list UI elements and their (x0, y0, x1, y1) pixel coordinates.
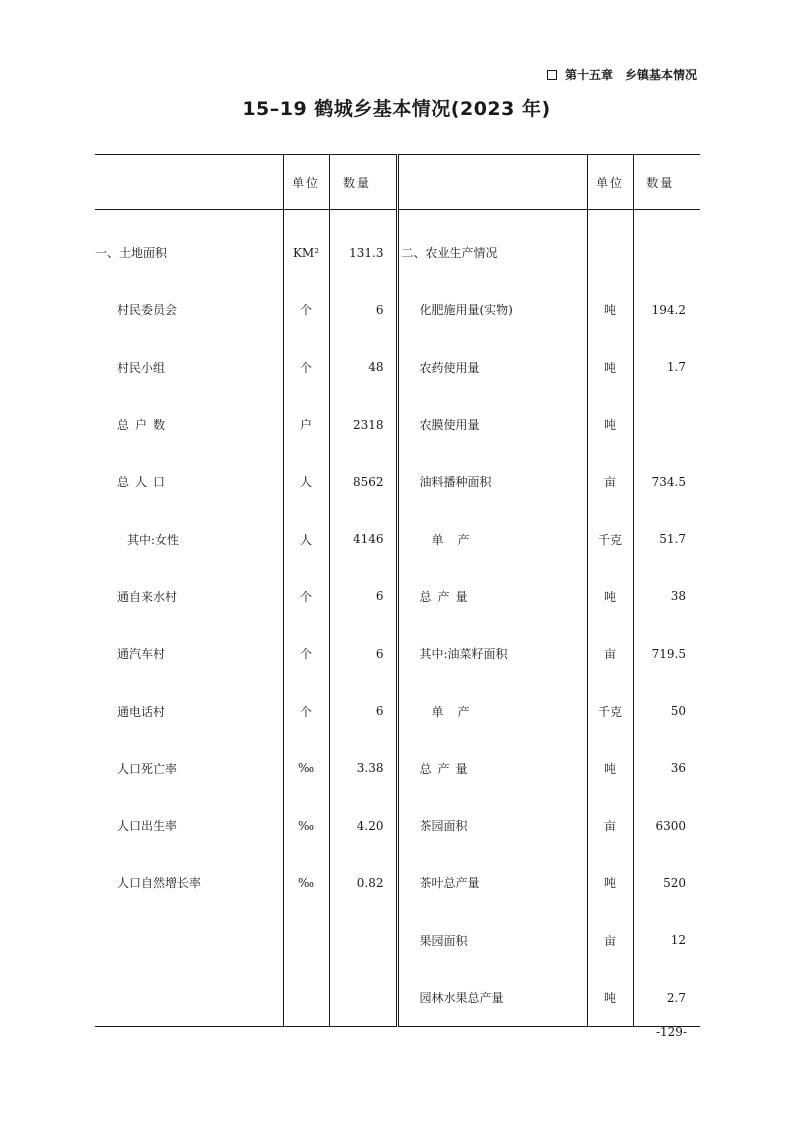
right-item-unit: 千克 (587, 510, 633, 567)
left-item-name (95, 969, 283, 1027)
right-item-unit: 吨 (587, 396, 633, 453)
left-item-unit (283, 969, 329, 1027)
right-item-value (633, 396, 700, 453)
right-item-value: 734.5 (633, 453, 700, 510)
right-item-unit: 吨 (587, 568, 633, 625)
right-item-value: 1.7 (633, 339, 700, 396)
right-item-unit: 亩 (587, 797, 633, 854)
left-item-name: 人口自然增长率 (117, 876, 202, 891)
right-item-name: 化肥施用量(实物) (397, 281, 587, 338)
table-row (95, 740, 700, 797)
left-item-value: 8562 (329, 453, 397, 510)
right-item-value: 194.2 (633, 281, 700, 338)
right-item-value: 2.7 (633, 969, 700, 1027)
left-item-name: 人口死亡率 (117, 761, 178, 776)
right-item-name: 茶叶总产量 (397, 854, 587, 911)
right-item-unit (587, 210, 633, 282)
table-row (95, 682, 700, 739)
right-item-name: 二、农业生产情况 (397, 210, 587, 282)
left-item-value: 4146 (329, 510, 397, 567)
table-row (95, 281, 700, 338)
left-item-unit: 个 (283, 625, 329, 682)
left-item-value: 6 (329, 281, 397, 338)
left-item-unit: 个 (283, 682, 329, 739)
left-item-unit: ‰ (283, 797, 329, 854)
square-icon (547, 70, 557, 80)
left-item-value: 6 (329, 682, 397, 739)
table-row (95, 568, 700, 625)
right-item-value: 36 (633, 740, 700, 797)
right-item-name: 其中:油菜籽面积 (397, 625, 587, 682)
left-item-unit: ‰ (283, 854, 329, 911)
table-row (95, 797, 700, 854)
left-item-name (95, 912, 283, 969)
page-number: -129- (655, 1025, 687, 1039)
right-item-name: 园林水果总产量 (397, 969, 587, 1027)
left-item-unit: KM² (283, 210, 329, 282)
table-header-row (95, 155, 700, 210)
left-item-unit: 个 (283, 339, 329, 396)
right-item-value: 12 (633, 912, 700, 969)
table-row (95, 510, 700, 567)
right-item-unit: 亩 (587, 453, 633, 510)
right-item-name: 农药使用量 (397, 339, 587, 396)
left-item-unit: 户 (283, 396, 329, 453)
right-item-value: 6300 (633, 797, 700, 854)
right-item-value: 51.7 (633, 510, 700, 567)
right-item-value: 719.5 (633, 625, 700, 682)
right-item-name: 果园面积 (397, 912, 587, 969)
left-item-unit: 人 (283, 453, 329, 510)
left-item-unit: ‰ (283, 740, 329, 797)
left-item-name: 村民小组 (117, 360, 166, 375)
right-item-value: 38 (633, 568, 700, 625)
table-row (95, 453, 700, 510)
statistics-table (95, 154, 700, 1027)
table-row (95, 625, 700, 682)
left-item-name: 总户数 (117, 418, 172, 433)
right-item-name: 茶园面积 (397, 797, 587, 854)
left-item-name: 通自来水村 (117, 589, 178, 604)
column-header-unit-2: 单位 (587, 155, 633, 210)
left-item-unit: 个 (283, 568, 329, 625)
right-item-name: 单产 (397, 510, 587, 567)
left-item-value: 4.20 (329, 797, 397, 854)
left-item-unit: 个 (283, 281, 329, 338)
right-item-value (633, 210, 700, 282)
left-item-value: 6 (329, 625, 397, 682)
left-item-value (329, 912, 397, 969)
left-item-name: 人口出生率 (117, 819, 178, 834)
right-item-unit: 千克 (587, 682, 633, 739)
right-item-name: 总产量 (397, 568, 587, 625)
right-item-unit: 亩 (587, 625, 633, 682)
table-row (95, 339, 700, 396)
column-header-item (95, 155, 283, 210)
left-item-value (329, 969, 397, 1027)
left-item-name: 村民委员会 (117, 303, 178, 318)
left-item-name: 其中:女性 (127, 532, 180, 547)
left-item-name: 一、土地面积 (95, 246, 168, 261)
left-item-unit: 人 (283, 510, 329, 567)
table-row (95, 854, 700, 911)
table-row (95, 912, 700, 969)
chapter-title: 第十五章 乡镇基本情况 (564, 68, 697, 82)
right-item-name: 油料播种面积 (397, 453, 587, 510)
table-row (95, 969, 700, 1027)
right-item-unit: 吨 (587, 969, 633, 1027)
right-item-name: 单产 (397, 682, 587, 739)
page-title: 15–19 鹤城乡基本情况(2023 年) (242, 98, 551, 120)
right-item-name: 总产量 (397, 740, 587, 797)
right-item-unit: 吨 (587, 854, 633, 911)
left-item-name: 总人口 (117, 475, 172, 490)
column-header-quantity: 数量 (329, 155, 397, 210)
table-row (95, 396, 700, 453)
left-item-name: 通汽车村 (117, 647, 166, 662)
right-item-value: 520 (633, 854, 700, 911)
column-header-quantity-2: 数量 (633, 155, 700, 210)
right-item-unit: 吨 (587, 281, 633, 338)
right-item-unit: 吨 (587, 339, 633, 396)
left-item-unit (283, 912, 329, 969)
left-item-value: 131.3 (329, 210, 397, 282)
left-item-value: 48 (329, 339, 397, 396)
left-item-value: 0.82 (329, 854, 397, 911)
column-header-unit: 单位 (283, 155, 329, 210)
right-item-unit: 亩 (587, 912, 633, 969)
table-row (95, 210, 700, 282)
left-item-value: 2318 (329, 396, 397, 453)
right-item-name: 农膜使用量 (397, 396, 587, 453)
left-item-value: 3.38 (329, 740, 397, 797)
column-header-item-2 (397, 155, 587, 210)
left-item-value: 6 (329, 568, 397, 625)
chapter-header (547, 66, 697, 83)
left-item-name: 通电话村 (117, 704, 166, 719)
right-item-unit: 吨 (587, 740, 633, 797)
right-item-value: 50 (633, 682, 700, 739)
